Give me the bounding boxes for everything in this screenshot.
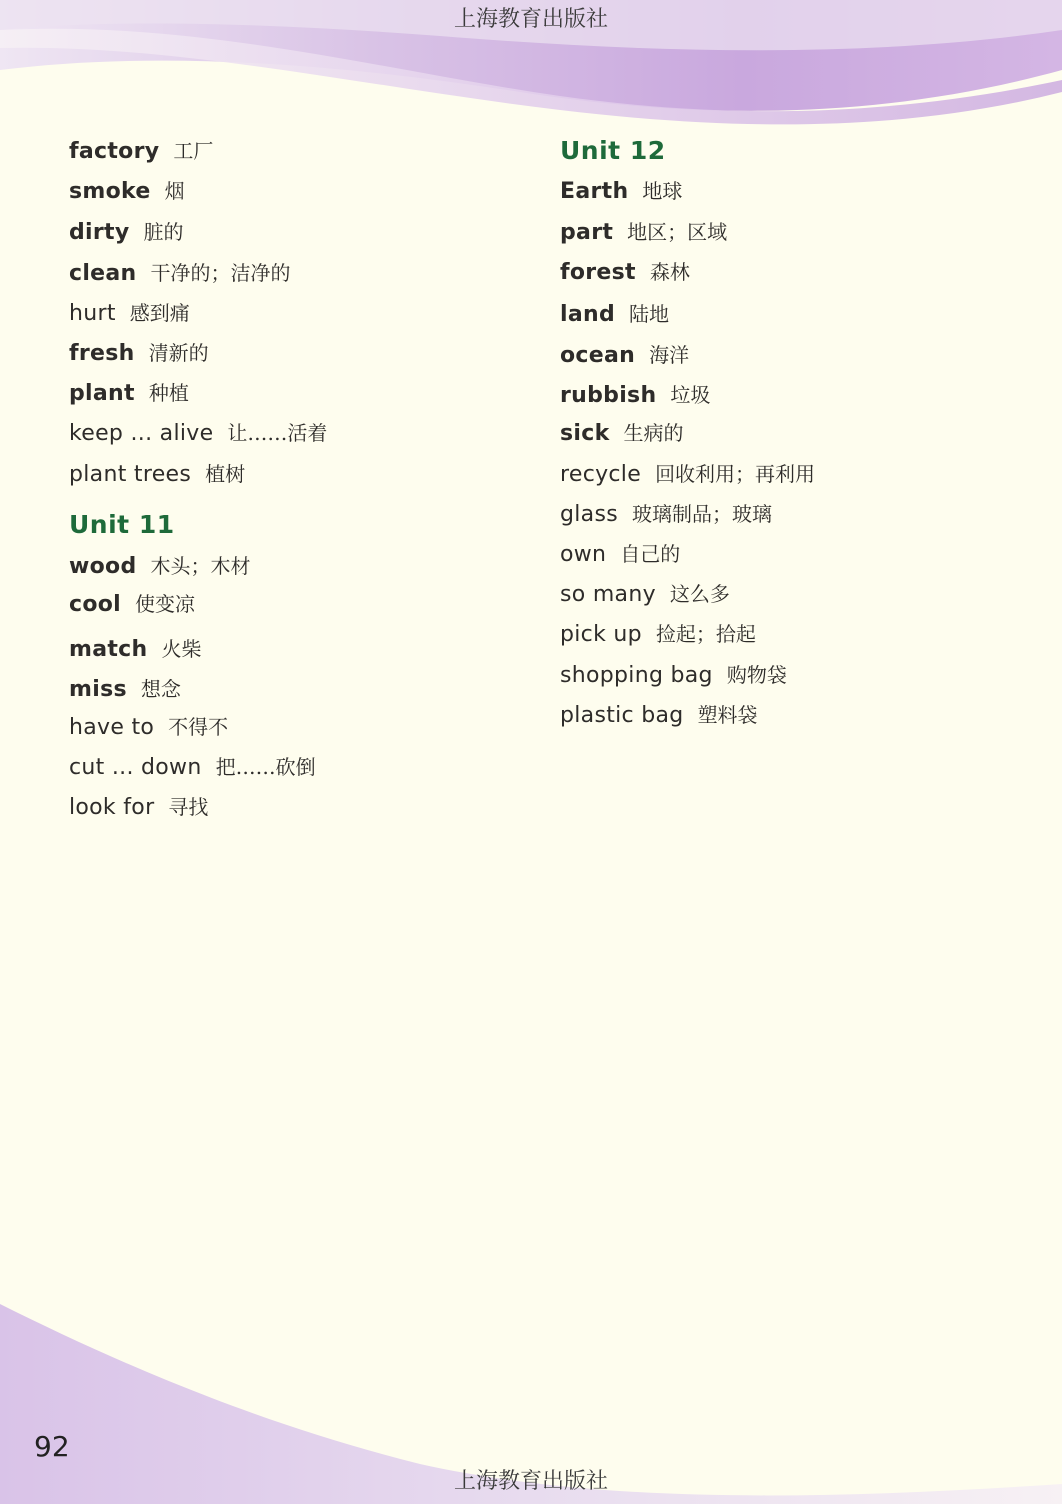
vocab-entry bbox=[69, 417, 327, 446]
vocab-entry bbox=[560, 216, 727, 245]
vocab-entry bbox=[560, 298, 669, 327]
vocab-word: forest bbox=[560, 260, 636, 285]
vocab-meaning: 干净的；洁净的 bbox=[150, 261, 291, 285]
vocab-word: clean bbox=[69, 261, 137, 286]
vocab-entry bbox=[69, 791, 208, 820]
vocab-word: plant bbox=[69, 381, 135, 406]
unit-heading: Unit 12 bbox=[560, 136, 666, 165]
vocab-meaning: 让……活着 bbox=[227, 421, 328, 445]
vocab-word: smoke bbox=[69, 179, 151, 204]
vocab-entry bbox=[69, 711, 228, 740]
vocab-word: so many bbox=[560, 582, 656, 607]
vocab-word: pick up bbox=[560, 622, 642, 647]
vocab-meaning: 清新的 bbox=[148, 341, 209, 365]
page-number: 92 bbox=[34, 1430, 70, 1463]
vocab-entry bbox=[560, 175, 682, 204]
vocab-word: factory bbox=[69, 139, 160, 164]
vocab-word: dirty bbox=[69, 220, 130, 245]
vocab-entry bbox=[69, 257, 291, 286]
vocab-entry bbox=[560, 417, 684, 446]
vocab-entry bbox=[69, 633, 202, 662]
vocab-meaning: 玻璃制品；玻璃 bbox=[631, 502, 772, 526]
vocab-entry bbox=[69, 458, 245, 487]
vocab-meaning: 垃圾 bbox=[670, 383, 711, 407]
vocab-word: fresh bbox=[69, 341, 135, 366]
vocab-meaning: 火柴 bbox=[161, 637, 202, 661]
vocab-entry bbox=[69, 135, 213, 164]
vocab-entry bbox=[69, 751, 316, 780]
vocab-entry bbox=[560, 618, 756, 647]
vocab-word: keep ... alive bbox=[69, 421, 214, 446]
vocab-meaning: 植树 bbox=[205, 462, 246, 486]
vocab-word: shopping bag bbox=[560, 663, 713, 688]
vocab-word: miss bbox=[69, 677, 127, 702]
vocab-meaning: 脏的 bbox=[143, 220, 184, 244]
vocab-meaning: 塑料袋 bbox=[697, 703, 758, 727]
vocab-meaning: 森林 bbox=[649, 260, 690, 284]
vocab-meaning: 不得不 bbox=[168, 715, 229, 739]
vocab-word: glass bbox=[560, 502, 618, 527]
vocab-word: rubbish bbox=[560, 383, 657, 408]
publisher-header: 上海教育出版社 bbox=[453, 7, 608, 32]
vocab-meaning: 把……砍倒 bbox=[215, 755, 316, 779]
vocab-meaning: 寻找 bbox=[168, 795, 209, 819]
vocab-entry bbox=[560, 538, 680, 567]
vocab-meaning: 木头；木材 bbox=[150, 554, 251, 578]
vocab-meaning: 感到痛 bbox=[129, 301, 190, 325]
vocab-word: plant trees bbox=[69, 462, 192, 487]
vocab-meaning: 陆地 bbox=[629, 302, 669, 326]
vocab-word: recycle bbox=[560, 462, 642, 487]
vocab-meaning: 烟 bbox=[164, 179, 185, 203]
vocab-word: wood bbox=[69, 554, 137, 579]
vocab-word: own bbox=[560, 542, 607, 567]
vocab-entry bbox=[560, 458, 815, 487]
vocab-entry bbox=[69, 588, 195, 617]
vocab-entry bbox=[69, 337, 209, 366]
vocab-word: ocean bbox=[560, 343, 636, 368]
vocab-word: sick bbox=[560, 421, 610, 446]
vocab-word: match bbox=[69, 637, 148, 662]
vocab-meaning: 回收利用；再利用 bbox=[655, 462, 816, 486]
vocab-entry bbox=[69, 550, 251, 579]
vocab-entry bbox=[560, 339, 689, 368]
vocab-word: plastic bag bbox=[560, 703, 684, 728]
vocab-meaning: 生病的 bbox=[623, 421, 684, 445]
vocab-meaning: 地球 bbox=[642, 179, 683, 203]
unit-heading: Unit 11 bbox=[69, 510, 175, 539]
vocab-meaning: 自己的 bbox=[620, 542, 681, 566]
publisher-footer: 上海教育出版社 bbox=[453, 1469, 608, 1494]
vocab-word: have to bbox=[69, 715, 155, 740]
vocab-entry bbox=[560, 379, 710, 408]
vocab-meaning: 这么多 bbox=[669, 582, 730, 606]
vocab-meaning: 购物袋 bbox=[726, 663, 787, 687]
vocab-entry bbox=[69, 175, 185, 204]
vocab-entry bbox=[69, 673, 181, 702]
vocab-entry bbox=[560, 578, 730, 607]
vocab-word: Earth bbox=[560, 179, 629, 204]
vocab-word: land bbox=[560, 302, 615, 327]
vocab-word: cool bbox=[69, 592, 122, 617]
vocab-word: part bbox=[560, 220, 614, 245]
vocab-entry bbox=[560, 498, 772, 527]
vocab-word: hurt bbox=[69, 301, 116, 326]
vocab-meaning: 海洋 bbox=[649, 343, 690, 367]
vocab-meaning: 使变凉 bbox=[135, 592, 196, 616]
vocab-entry bbox=[69, 297, 190, 326]
vocab-meaning: 地区；区域 bbox=[627, 220, 728, 244]
vocab-word: look for bbox=[69, 795, 155, 820]
vocab-entry bbox=[560, 659, 787, 688]
vocab-entry bbox=[69, 216, 184, 245]
vocab-entry bbox=[560, 699, 758, 728]
vocab-entry bbox=[69, 377, 189, 406]
vocab-meaning: 想念 bbox=[140, 677, 181, 701]
vocab-entry bbox=[560, 256, 690, 285]
vocab-meaning: 捡起；拾起 bbox=[655, 622, 756, 646]
vocab-meaning: 工厂 bbox=[173, 139, 214, 163]
vocab-word: cut ... down bbox=[69, 755, 202, 780]
vocab-meaning: 种植 bbox=[148, 381, 189, 405]
